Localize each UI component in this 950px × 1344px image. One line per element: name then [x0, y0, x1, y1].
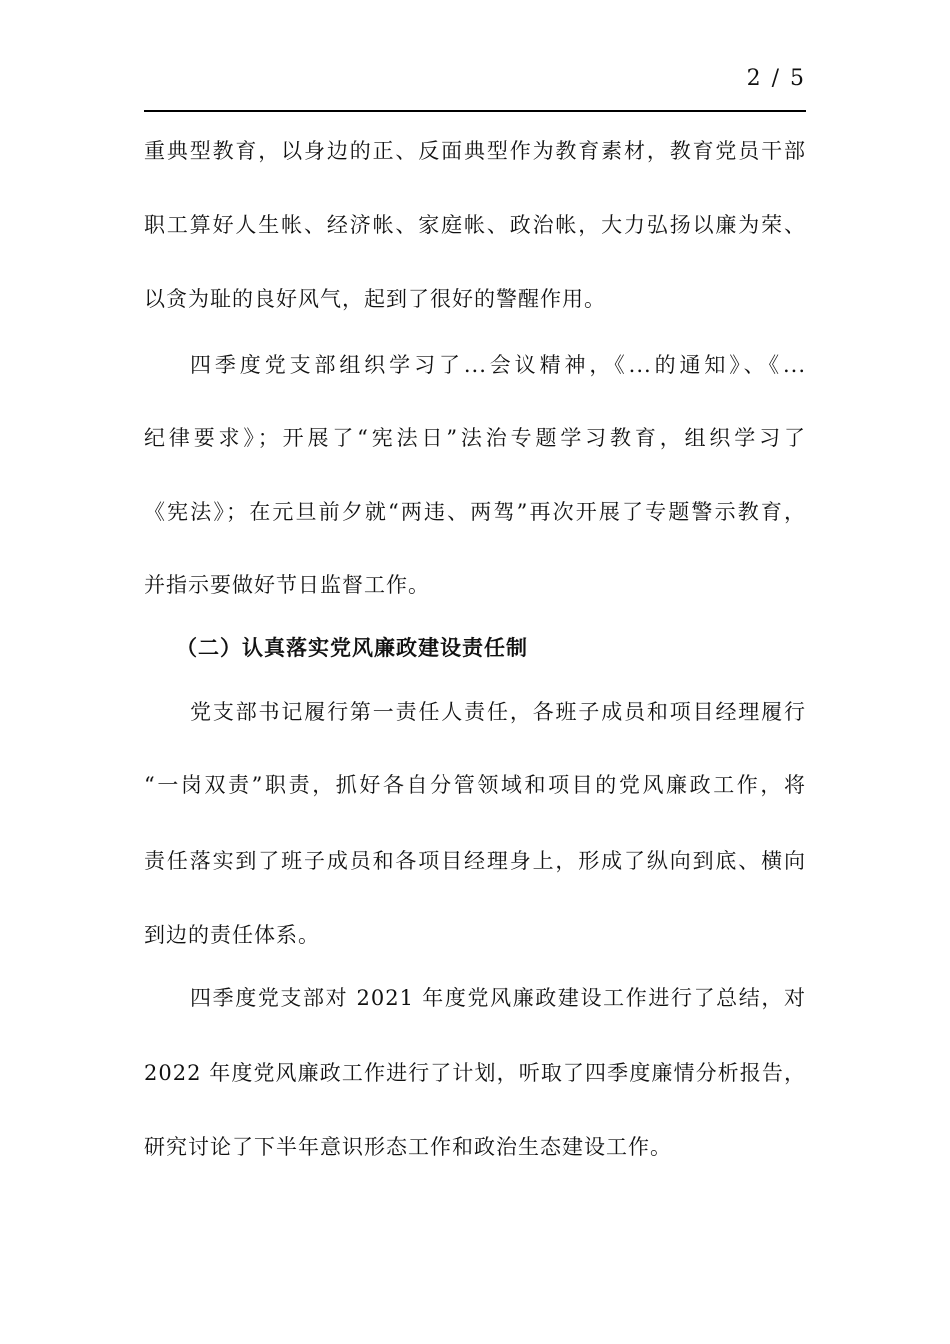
body-line: 2022 年度党风廉政工作进行了计划，听取了四季度廉情分析报告， — [144, 1061, 806, 1085]
page-number: 2 / 5 — [746, 66, 806, 91]
body-line: 研究讨论了下半年意识形态工作和政治生态建设工作。 — [144, 1135, 672, 1159]
body-line: 并指示要做好节日监督工作。 — [144, 573, 430, 597]
header-rule — [144, 110, 806, 112]
body-line: 以贪为耻的良好风气，起到了很好的警醒作用。 — [144, 287, 606, 311]
body-line: 纪律要求》；开展了“宪法日”法治专题学习教育，组织学习了 — [144, 426, 806, 450]
body-line: 四季度党支部组织学习了...会议精神，《...的通知》、《... — [190, 353, 806, 377]
body-line: 责任落实到了班子成员和各项目经理身上，形成了纵向到底、横向 — [144, 849, 806, 873]
body-line: 职工算好人生帐、经济帐、家庭帐、政治帐，大力弘扬以廉为荣、 — [144, 213, 806, 237]
body-line: 四季度党支部对 2021 年度党风廉政建设工作进行了总结，对 — [190, 986, 806, 1010]
body-line: 《宪法》；在元旦前夕就“两违、两驾”再次开展了专题警示教育， — [144, 500, 806, 524]
body-line: 党支部书记履行第一责任人责任，各班子成员和项目经理履行 — [190, 700, 806, 724]
section-heading: （二）认真落实党风廉政建设责任制 — [176, 635, 528, 660]
body-line: 重典型教育，以身边的正、反面典型作为教育素材，教育党员干部 — [144, 139, 806, 163]
body-line: “一岗双责”职责，抓好各自分管领域和项目的党风廉政工作，将 — [144, 773, 806, 797]
body-line: 到边的责任体系。 — [144, 923, 320, 947]
